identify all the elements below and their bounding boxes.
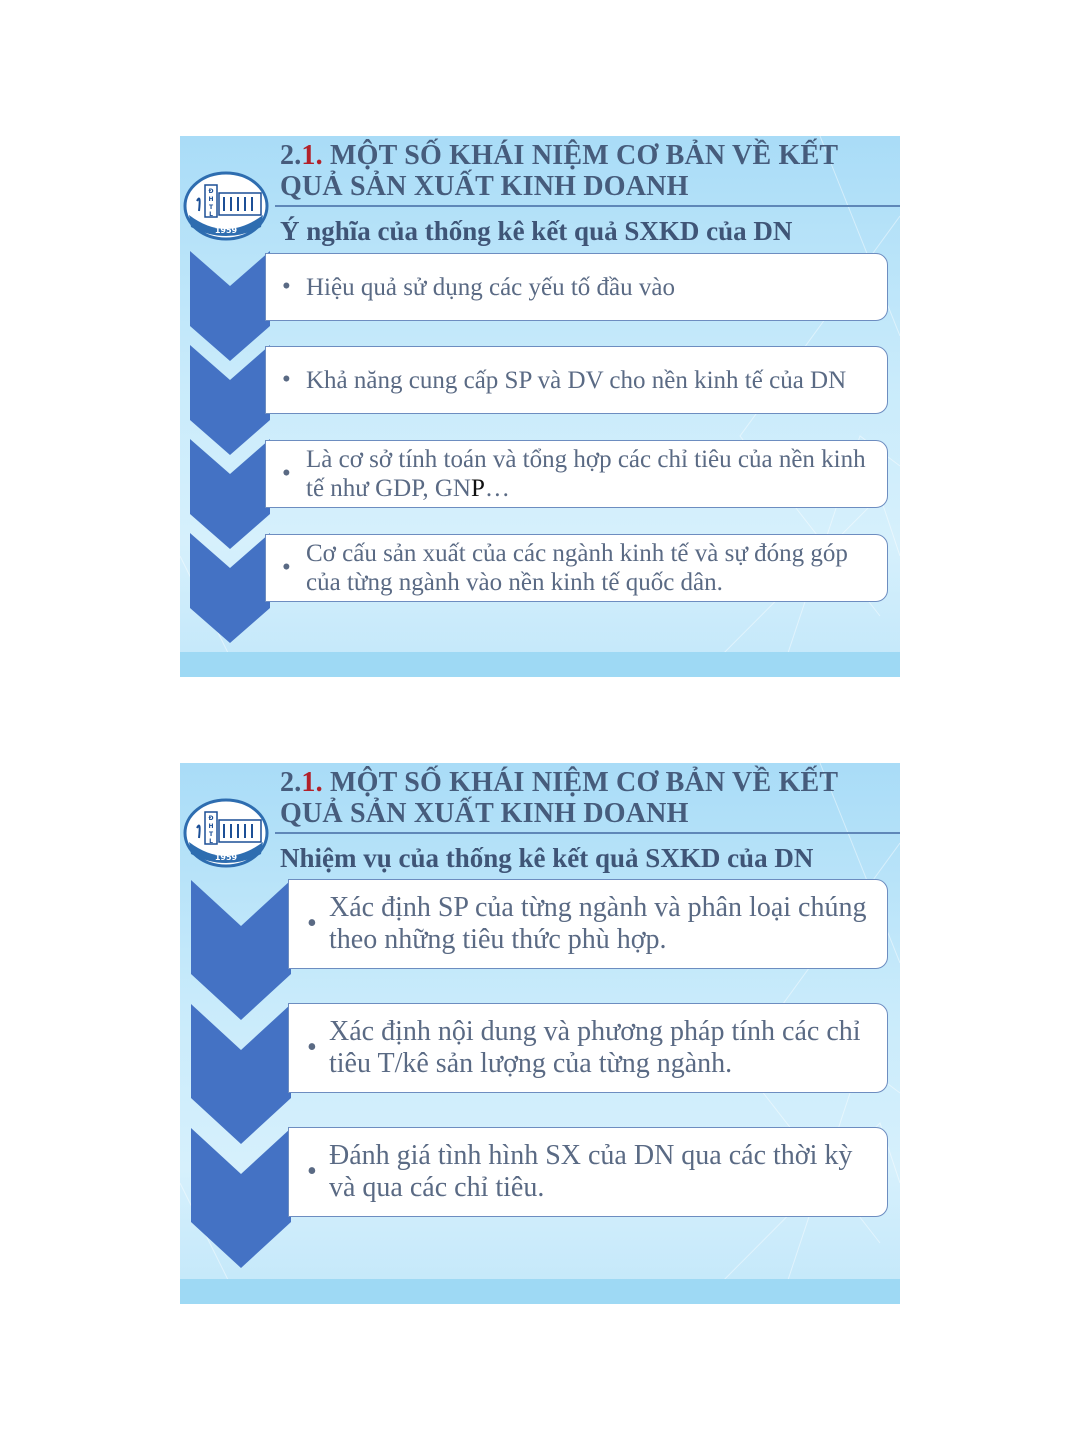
slide-subtitle: Nhiệm vụ của thống kê kết quả SXKD của DN xyxy=(280,843,814,873)
logo-letter-1: Đ xyxy=(208,188,214,195)
bullet: • xyxy=(282,273,291,300)
list-item-text: Khả năng cung cấp SP và DV cho nền kinh tế của DN xyxy=(306,366,847,394)
logo-year: 1959 xyxy=(214,853,238,862)
logo-letter-4: L xyxy=(209,838,213,845)
chevron-icon xyxy=(191,1128,291,1268)
list-item-text: Xác định SP của từng ngành và phân loại chúng theo những tiêu thức phù hợp. xyxy=(329,892,867,955)
title-divider xyxy=(275,832,900,834)
list-item-text: Hiệu quả sử dụng các yếu tố đầu vào xyxy=(306,273,675,301)
chevron-icon xyxy=(190,533,270,643)
list-item-text: Xác định nội dung và phương pháp tính các chỉ tiêu T/kê sản lượng của từng ngành. xyxy=(329,1016,861,1079)
logo-letter-2: H xyxy=(208,823,214,830)
bullet: • xyxy=(307,1156,317,1187)
bullet: • xyxy=(307,1032,317,1063)
list-item xyxy=(288,1127,888,1217)
bullet: • xyxy=(282,554,291,581)
list-item xyxy=(265,440,888,508)
list-item xyxy=(265,534,888,602)
list-item-text: Là cơ sở tính toán và tổng hợp các chỉ tiêu của nền kinh tế như GDP, GNP… xyxy=(306,446,866,502)
bullet: • xyxy=(307,908,317,939)
list-item-text: Cơ cấu sản xuất của các ngành kinh tế và sự đóng góp của từng ngành vào nền kinh tế quốc dân. xyxy=(306,540,848,596)
list-item xyxy=(265,346,888,414)
bullet: • xyxy=(282,366,291,393)
list-item xyxy=(288,879,888,969)
chevron-icon xyxy=(191,1004,291,1144)
logo-letter-1: Đ xyxy=(208,815,214,822)
list-item-text: Đánh giá tình hình SX của DN qua các thời kỳ và qua các chỉ tiêu. xyxy=(329,1140,853,1203)
list-item xyxy=(265,253,888,321)
bottom-band xyxy=(180,652,900,677)
title-divider xyxy=(275,205,900,207)
slide-subtitle: Ý nghĩa của thống kê kết quả SXKD của DN xyxy=(280,216,793,246)
bullet: • xyxy=(282,460,291,487)
logo-year: 1959 xyxy=(214,226,238,235)
slide-title: 2.1. MỘT SỐ KHÁI NIỆM CƠ BẢN VỀ KẾT QUẢ SẢN XUẤT KINH DOANH xyxy=(280,767,838,829)
slide-title: 2.1. MỘT SỐ KHÁI NIỆM CƠ BẢN VỀ KẾT QUẢ SẢN XUẤT KINH DOANH xyxy=(280,140,838,202)
logo-letter-4: L xyxy=(209,211,213,218)
slide-1 xyxy=(180,136,900,677)
university-logo xyxy=(183,798,269,868)
university-logo xyxy=(183,171,269,241)
logo-letter-2: H xyxy=(208,196,214,203)
bottom-band xyxy=(180,1279,900,1304)
list-item xyxy=(288,1003,888,1093)
slide-2 xyxy=(180,763,900,1304)
chevron-icon xyxy=(191,880,291,1020)
logo-letter-3: T xyxy=(208,831,214,838)
logo-letter-3: T xyxy=(208,204,214,211)
